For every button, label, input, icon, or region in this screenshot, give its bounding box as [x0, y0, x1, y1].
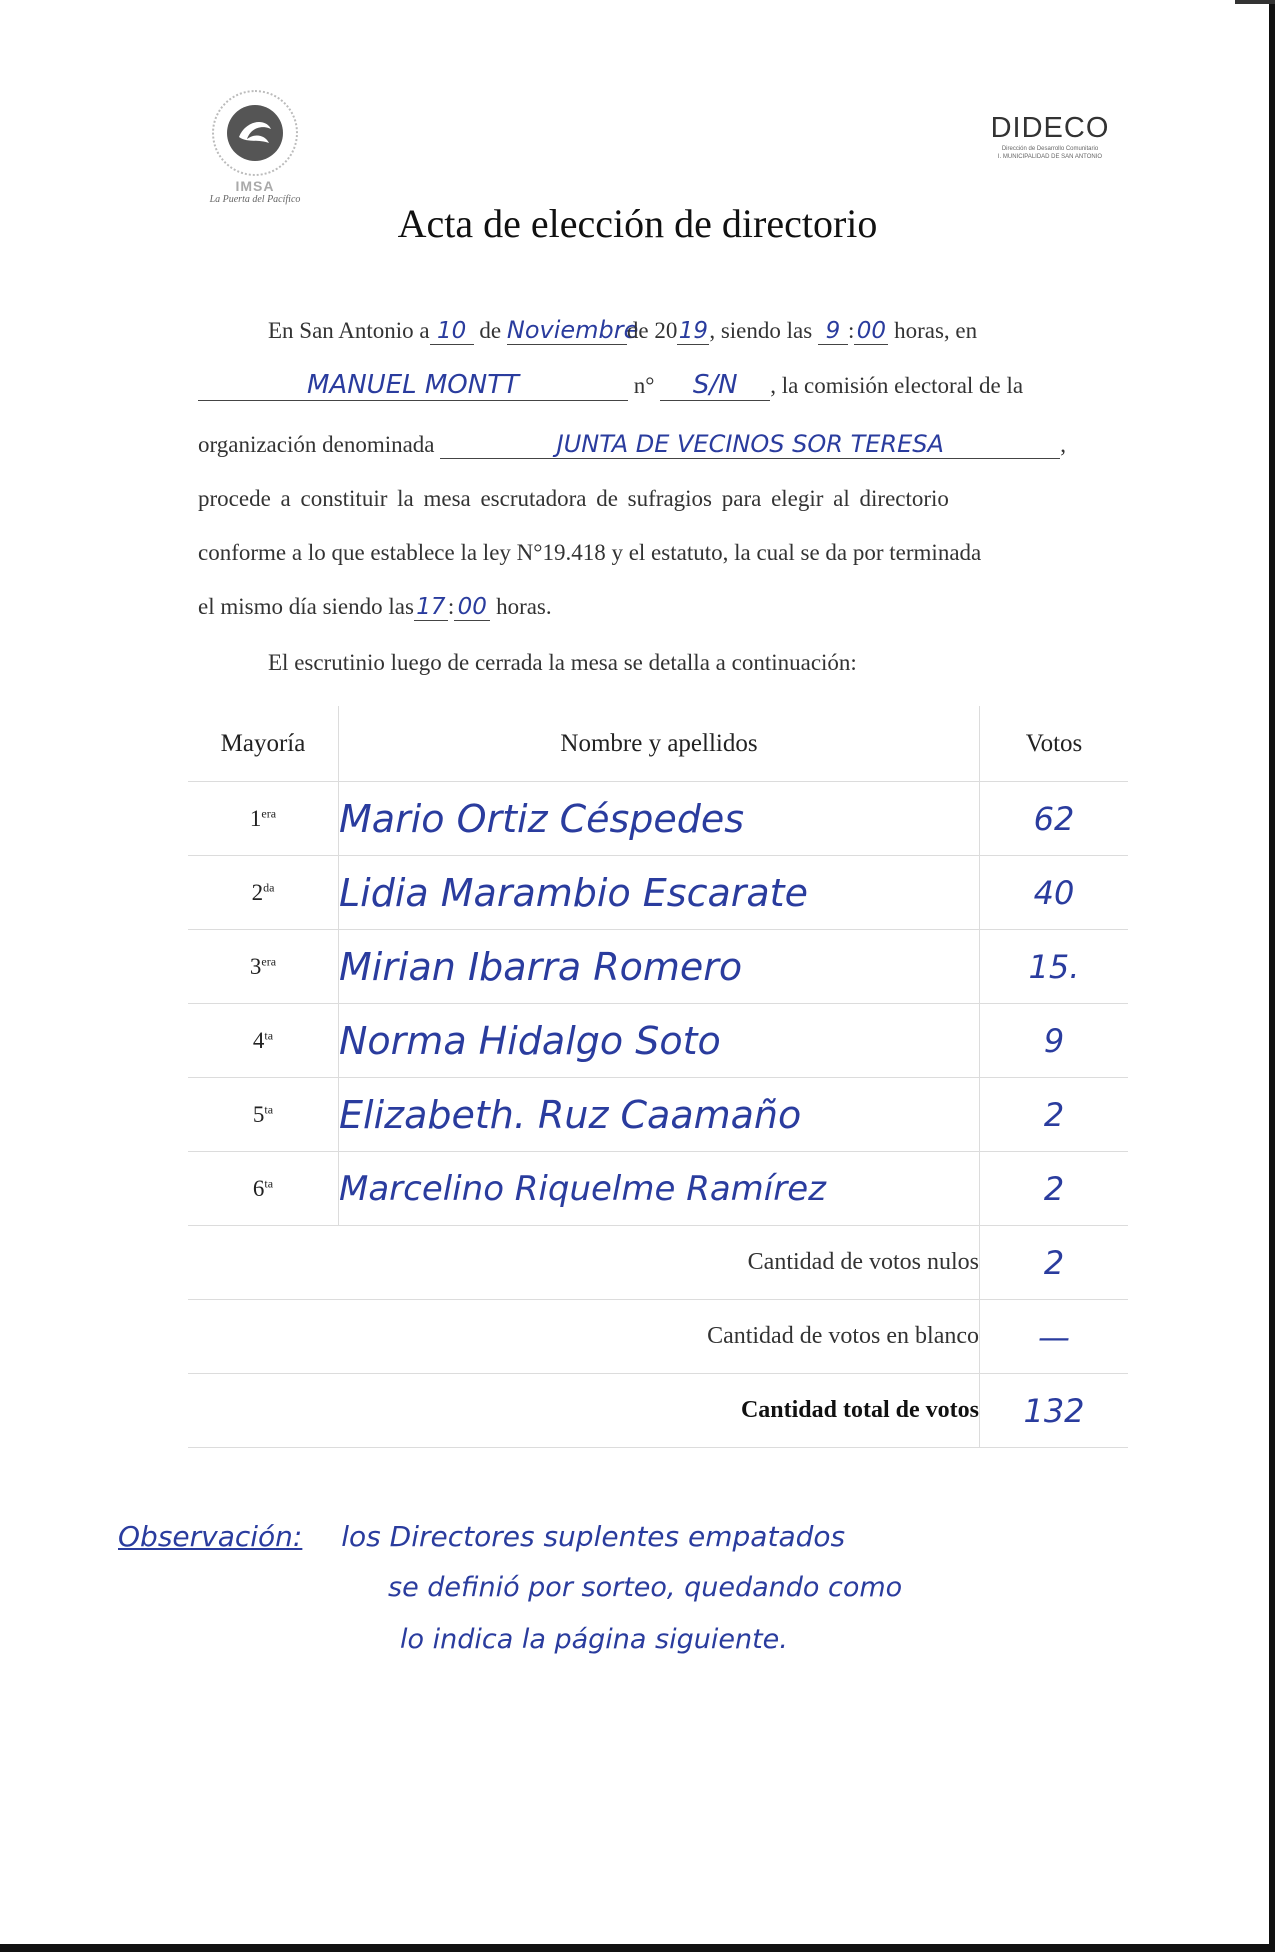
- rank-number: 1: [249, 805, 262, 831]
- intro-line-1: [268, 316, 977, 345]
- candidate-name: Elizabeth. Ruz Caamaño: [339, 1078, 980, 1152]
- candidate-name: Marcelino Riquelme Ramírez: [339, 1152, 980, 1226]
- intro-text: :: [847, 318, 855, 343]
- rank-cell: [188, 856, 339, 930]
- rank-number: 2: [251, 879, 264, 905]
- rank-suffix: era: [261, 805, 277, 820]
- dideco-logo-name: DIDECO: [990, 112, 1110, 144]
- table-row: [188, 1078, 1128, 1152]
- summary-row-total: [188, 1374, 1128, 1448]
- year-field: 19: [678, 318, 708, 344]
- rank-suffix: da: [263, 879, 275, 894]
- candidate-name: Lidia Marambio Escarate: [339, 856, 980, 930]
- rank-cell: [188, 1152, 339, 1226]
- end-hour-field: 17: [414, 594, 448, 621]
- observation-line-1: [118, 1520, 845, 1553]
- scan-edge-right: [1269, 0, 1275, 1952]
- intro-line-2: [198, 370, 1023, 401]
- candidate-name: Mario Ortiz Céspedes: [339, 782, 980, 856]
- intro-line-4: procede a constituir la mesa escrutadora de sufragios para elegir al directorio: [198, 486, 949, 511]
- table-row: [188, 930, 1128, 1004]
- scan-edge-top: [1235, 0, 1275, 4]
- rank-number: 4: [252, 1027, 265, 1053]
- candidate-votes: 2: [980, 1078, 1129, 1152]
- candidate-votes: 62: [980, 782, 1129, 856]
- rank-suffix: ta: [264, 1101, 274, 1116]
- blanco-value: —: [980, 1300, 1129, 1374]
- candidate-name: Mirian Ibarra Romero: [339, 930, 980, 1004]
- intro-line-5: conforme a lo que establece la ley N°19.418 y el estatuto, la cual se da por terminada: [198, 540, 982, 565]
- intro-text: horas.: [496, 594, 552, 619]
- rank-cell: [188, 782, 339, 856]
- imsa-logo-tagline: La Puerta del Pacífico: [209, 194, 301, 205]
- intro-text: , la comisión electoral de la: [770, 373, 1024, 398]
- street-field: MANUEL MONTT: [198, 370, 628, 401]
- intro-text: horas, en: [894, 318, 978, 343]
- rank-cell: [188, 1078, 339, 1152]
- dideco-logo: [980, 112, 1120, 161]
- start-minute-field: 00: [854, 318, 888, 345]
- intro-text: En San Antonio a: [268, 318, 430, 343]
- intro-line-6: [198, 594, 552, 621]
- intro-text: :: [447, 594, 455, 619]
- observation-text-1: los Directores suplentes empatados: [341, 1520, 846, 1553]
- intro-text: de: [479, 318, 502, 343]
- header-votes: Votos: [980, 706, 1129, 782]
- start-hour-field: 9: [818, 318, 848, 345]
- rank-number: 6: [252, 1175, 265, 1201]
- table-row: [188, 782, 1128, 856]
- imsa-emblem-icon: [212, 90, 298, 176]
- intro-text: organización denominada: [198, 432, 435, 457]
- organization-field: JUNTA DE VECINOS SOR TERESA: [440, 430, 1060, 459]
- table-row: [188, 1152, 1128, 1226]
- imsa-logo-name: IMSA: [235, 178, 275, 194]
- header-name: Nombre y apellidos: [339, 706, 980, 782]
- dideco-logo-sub1: Dirección de Desarrollo Comunitario: [1001, 146, 1099, 152]
- total-value: 132: [980, 1374, 1129, 1448]
- total-label: Cantidad total de votos: [188, 1374, 980, 1448]
- candidate-votes: 40: [980, 856, 1129, 930]
- imsa-logo: [190, 90, 320, 205]
- rank-cell: [188, 1004, 339, 1078]
- nulos-label: Cantidad de votos nulos: [188, 1226, 980, 1300]
- rank-suffix: era: [261, 953, 277, 968]
- document-title: Acta de elección de directorio: [397, 201, 878, 246]
- intro-text: , siendo las: [709, 318, 813, 343]
- table-row: [188, 1004, 1128, 1078]
- summary-row-nulos: [188, 1226, 1128, 1300]
- intro-text: n°: [633, 373, 655, 398]
- rank-number: 5: [252, 1101, 265, 1127]
- vote-results-table: [188, 706, 1128, 1448]
- intro-line-3: [198, 430, 1066, 459]
- candidate-votes: 9: [980, 1004, 1129, 1078]
- intro-text: de 20: [626, 318, 678, 343]
- blanco-label: Cantidad de votos en blanco: [188, 1300, 980, 1374]
- nulos-value: 2: [980, 1226, 1129, 1300]
- rank-number: 3: [249, 953, 262, 979]
- rank-suffix: ta: [264, 1027, 274, 1042]
- dideco-logo-sub2: I. MUNICIPALIDAD DE SAN ANTONIO: [997, 154, 1103, 160]
- observation-label: Observación:: [118, 1520, 303, 1553]
- header-rank: Mayoría: [188, 706, 339, 782]
- observation-line-2: se definió por sorteo, quedando como: [388, 1572, 903, 1603]
- candidate-votes: 2: [980, 1152, 1129, 1226]
- rank-cell: [188, 930, 339, 1004]
- table-header-row: [188, 706, 1128, 782]
- intro-line-7: El escrutinio luego de cerrada la mesa se detalla a continuación:: [268, 650, 857, 675]
- month-field: Noviembre: [506, 316, 639, 344]
- observation-line-3: lo indica la página siguiente.: [400, 1624, 788, 1655]
- intro-text: ,: [1060, 432, 1067, 457]
- day-field: 10: [430, 318, 474, 345]
- end-minute-field: 00: [454, 594, 490, 621]
- intro-text: el mismo día siendo las: [198, 594, 414, 619]
- candidate-name: Norma Hidalgo Soto: [339, 1004, 980, 1078]
- rank-suffix: ta: [264, 1175, 274, 1190]
- number-field: S/N: [660, 370, 770, 401]
- candidate-votes: 15.: [980, 930, 1129, 1004]
- table-row: [188, 856, 1128, 930]
- summary-row-blanco: [188, 1300, 1128, 1374]
- scan-edge-bottom: [0, 1944, 1275, 1952]
